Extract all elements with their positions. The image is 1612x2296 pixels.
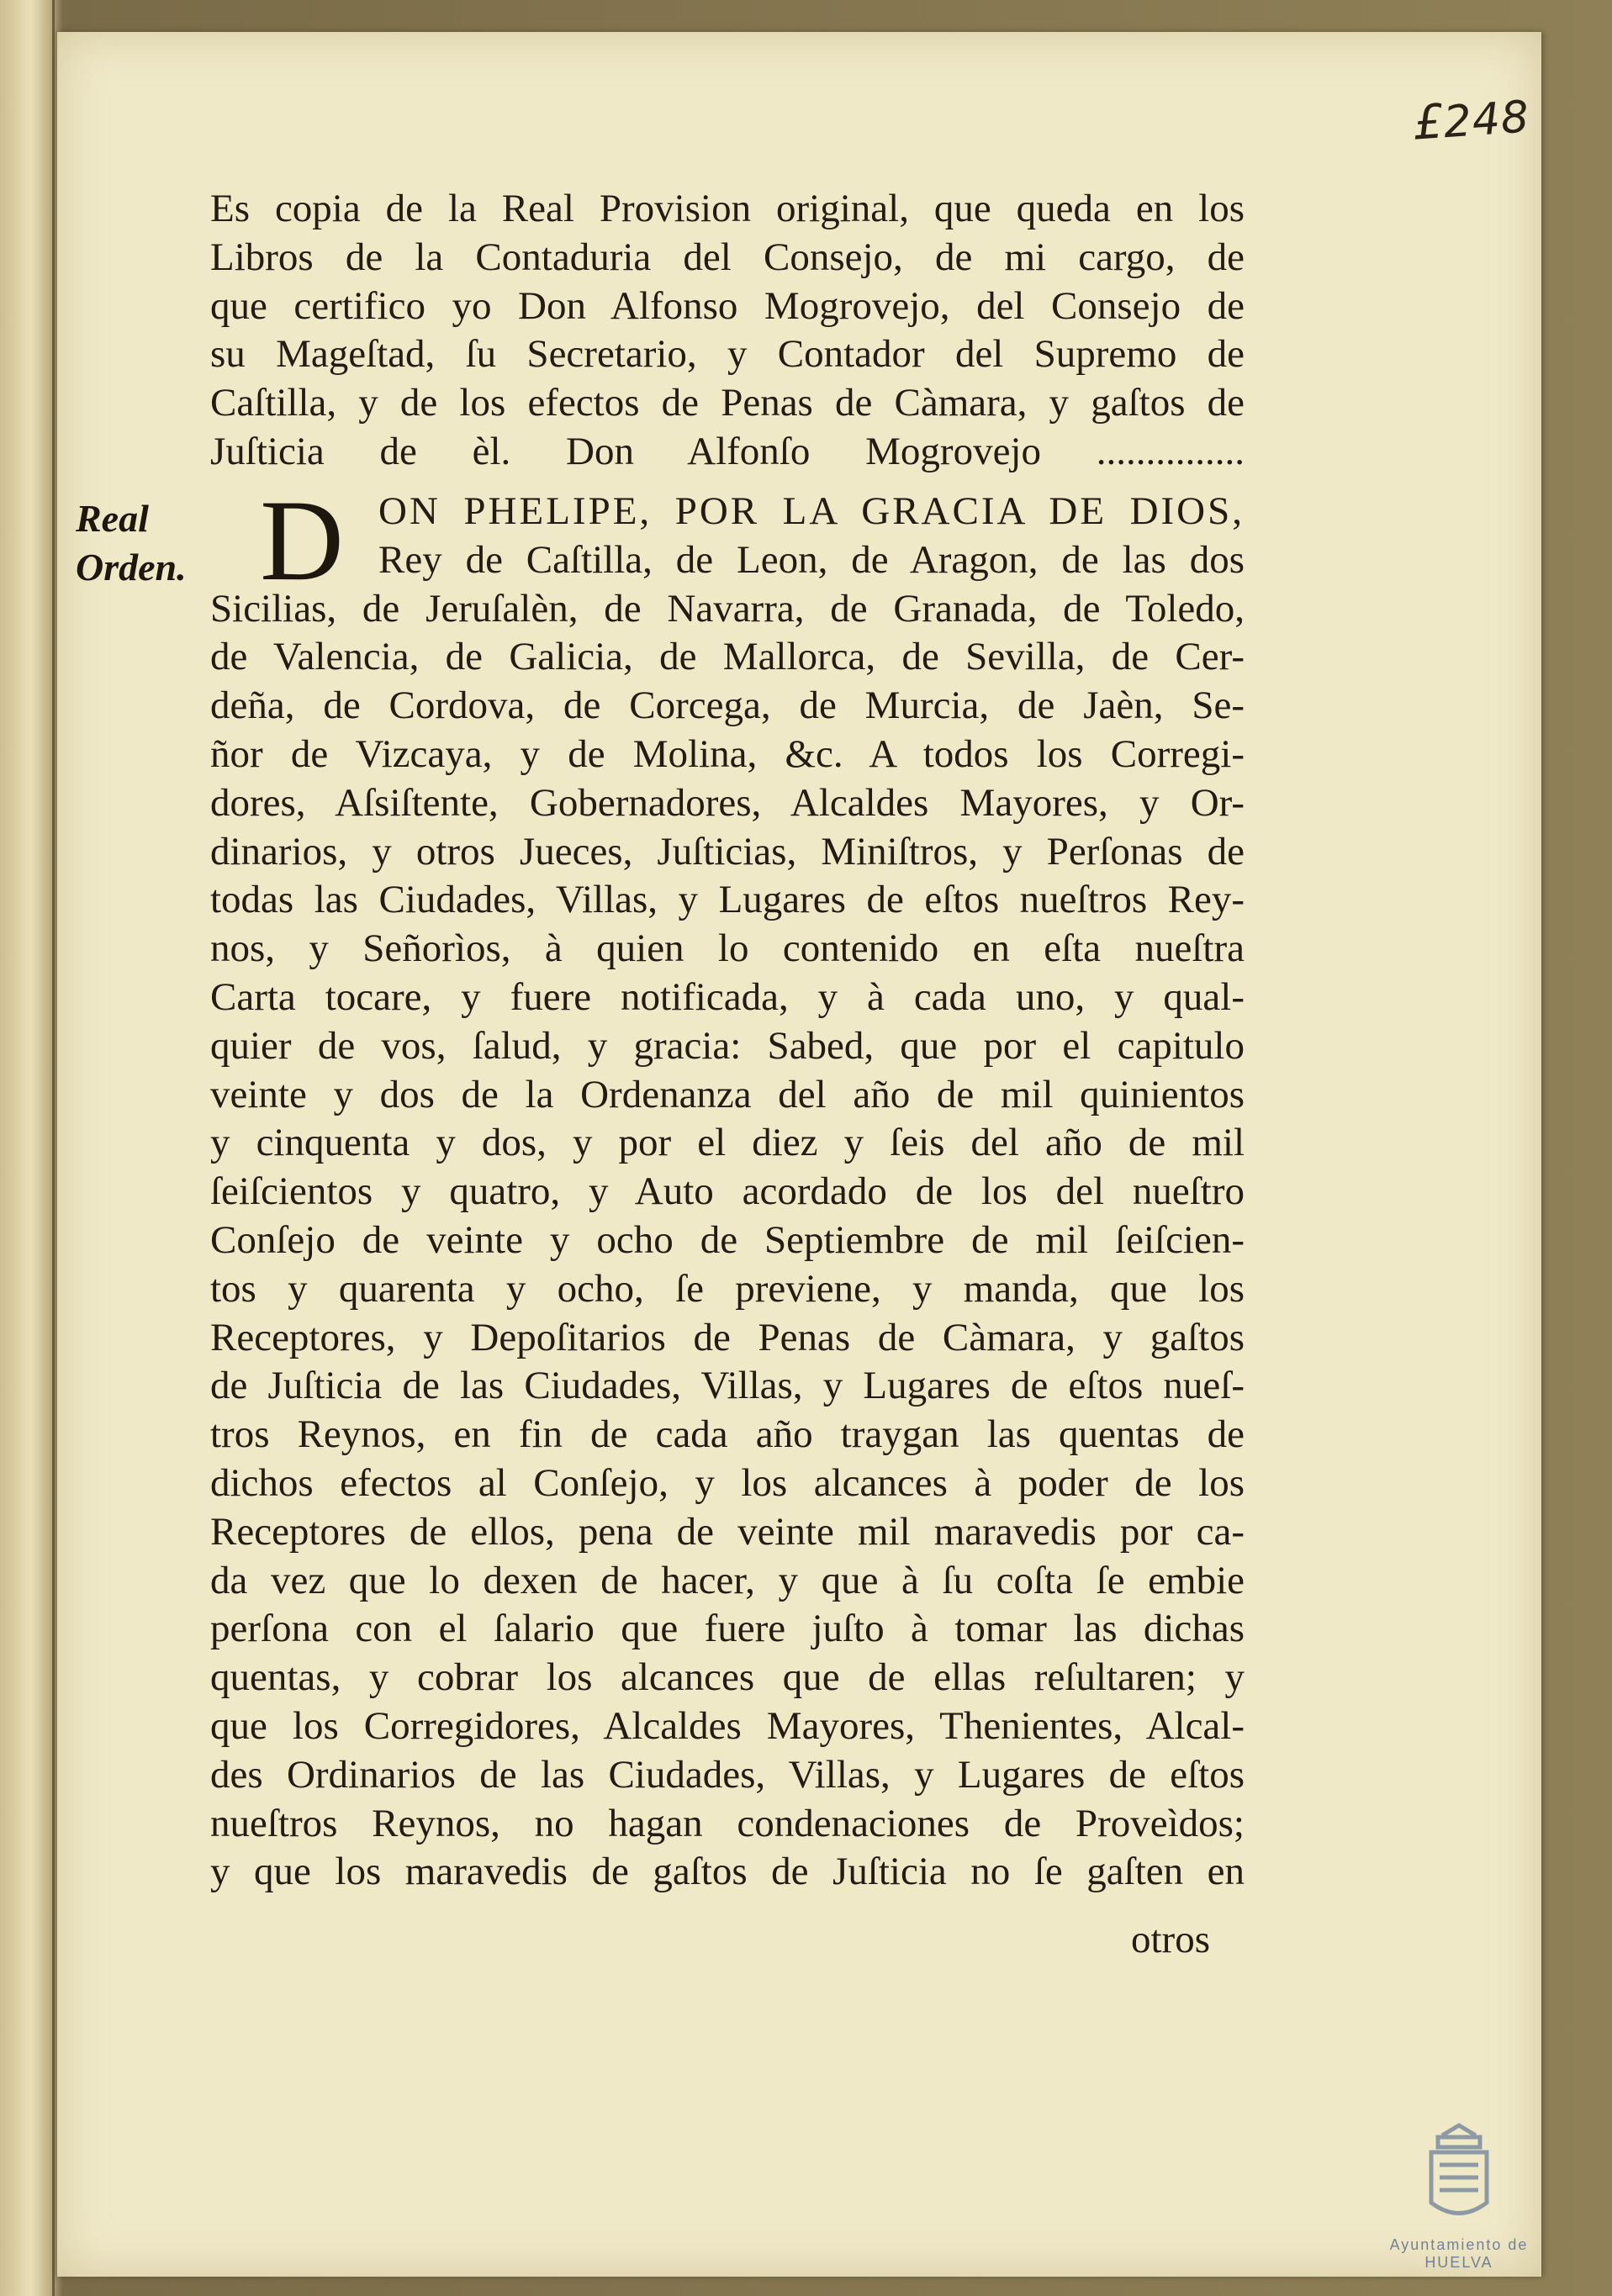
text-line: Caſtilla, y de los efectos de Penas de Càmara, y gaſtos de bbox=[210, 381, 1245, 425]
text-line: su Mageſtad, ſu Secretario, y Contador del Supremo de bbox=[210, 332, 1245, 377]
text-line: Juſticia de èl. Don Alfonſo Mogrovejo ............... bbox=[210, 429, 1245, 473]
margin-note: Real Orden. bbox=[76, 497, 187, 589]
drop-cap: D bbox=[260, 476, 344, 604]
text-line: Libros de la Contaduria del Consejo, de mi cargo, de bbox=[210, 235, 1245, 279]
text-line: y cinquenta y dos, y por el diez y ſeis del año de mil bbox=[210, 1121, 1245, 1165]
text-line: deña, de Cordova, de Corcega, de Murcia, de Jaèn, Se- bbox=[210, 684, 1245, 728]
text-line: Carta tocare, y fuere notificada, y à cada uno, y qual- bbox=[210, 974, 1245, 1019]
text-line: nueſtros Reynos, no hagan condenaciones de Proveìdos; bbox=[210, 1801, 1245, 1845]
text-line: Sicilias, de Jeruſalèn, de Navarra, de Granada, de Toledo, bbox=[210, 586, 1245, 631]
text-line: ſeiſcientos y quatro, y Auto acordado de los del nueſtro bbox=[210, 1169, 1245, 1214]
folio-number: £248 bbox=[1410, 92, 1531, 151]
certification-paragraph bbox=[210, 185, 1245, 477]
text-line: de Valencia, de Galicia, de Mallorca, de Sevilla, de Cer- bbox=[210, 635, 1245, 679]
text-line: veinte y dos de la Ordenanza del año de mil quinientos bbox=[210, 1072, 1245, 1116]
catchword: otros bbox=[1131, 1918, 1210, 1961]
royal-order-paragraph bbox=[210, 476, 1245, 1897]
text-line: dichos efectos al Conſejo, y los alcances à poder de los bbox=[210, 1460, 1245, 1505]
text-line: Receptores de ellos, pena de veinte mil maravedis por ca- bbox=[210, 1509, 1245, 1554]
text-line: da vez que lo dexen de hacer, y que à ſu coſta ſe embie bbox=[210, 1558, 1245, 1602]
text-line: quier de vos, ſalud, y gracia: Sabed, que por el capitulo bbox=[210, 1023, 1245, 1068]
text-line: de Juſticia de las Ciudades, Villas, y Lugares de eſtos nueſ- bbox=[210, 1364, 1245, 1408]
text-line: tros Reynos, en fin de cada año traygan las quentas de bbox=[210, 1412, 1245, 1457]
text-line: ON PHELIPE, POR LA GRACIA DE DIOS, bbox=[378, 489, 1245, 533]
archive-stamp-label: Ayuntamiento de HUELVA bbox=[1389, 2236, 1529, 2271]
text-line: que certifico yo Don Alfonso Mogrovejo, del Consejo de bbox=[210, 283, 1245, 328]
text-line: que los Corregidores, Alcaldes Mayores, Thenientes, Alcal- bbox=[210, 1703, 1245, 1748]
text-line: Receptores, y Depoſitarios de Penas de Càmara, y gaſtos bbox=[210, 1315, 1245, 1359]
text-line: Rey de Caſtilla, de Leon, de Aragon, de las dos bbox=[378, 537, 1245, 582]
text-line: perſona con el ſalario que fuere juſto à tomar las dichas bbox=[210, 1607, 1245, 1651]
facing-page-edge bbox=[0, 0, 55, 2296]
text-line: des Ordinarios de las Ciudades, Villas, y Lugares de eſtos bbox=[210, 1752, 1245, 1797]
text-line: nos, y Señorìos, à quien lo contenido en eſta nueſtra bbox=[210, 926, 1245, 971]
text-line: ñor de Vizcaya, y de Molina, &c. A todos los Corregi- bbox=[210, 731, 1245, 776]
text-line: Es copia de la Real Provision original, que queda en los bbox=[210, 187, 1245, 230]
archive-stamp-icon bbox=[1379, 2119, 1539, 2253]
text-line: todas las Ciudades, Villas, y Lugares de eſtos nueſtros Rey- bbox=[210, 878, 1245, 922]
text-line: Conſejo de veinte y ocho de Septiembre de mil ſeiſcien- bbox=[210, 1217, 1245, 1262]
text-line: quentas, y cobrar los alcances que de ellas reſultaren; y bbox=[210, 1655, 1245, 1700]
text-line: dinarios, y otros Jueces, Juſticias, Miniſtros, y Perſonas de bbox=[210, 829, 1245, 874]
text-line: dores, Aſsiſtente, Gobernadores, Alcaldes Mayores, y Or- bbox=[210, 780, 1245, 825]
text-line: tos y quarenta y ocho, ſe previene, y manda, que los bbox=[210, 1266, 1245, 1311]
text-line: y que los maravedis de gaſtos de Juſticia no ſe gaſten en bbox=[210, 1850, 1245, 1894]
